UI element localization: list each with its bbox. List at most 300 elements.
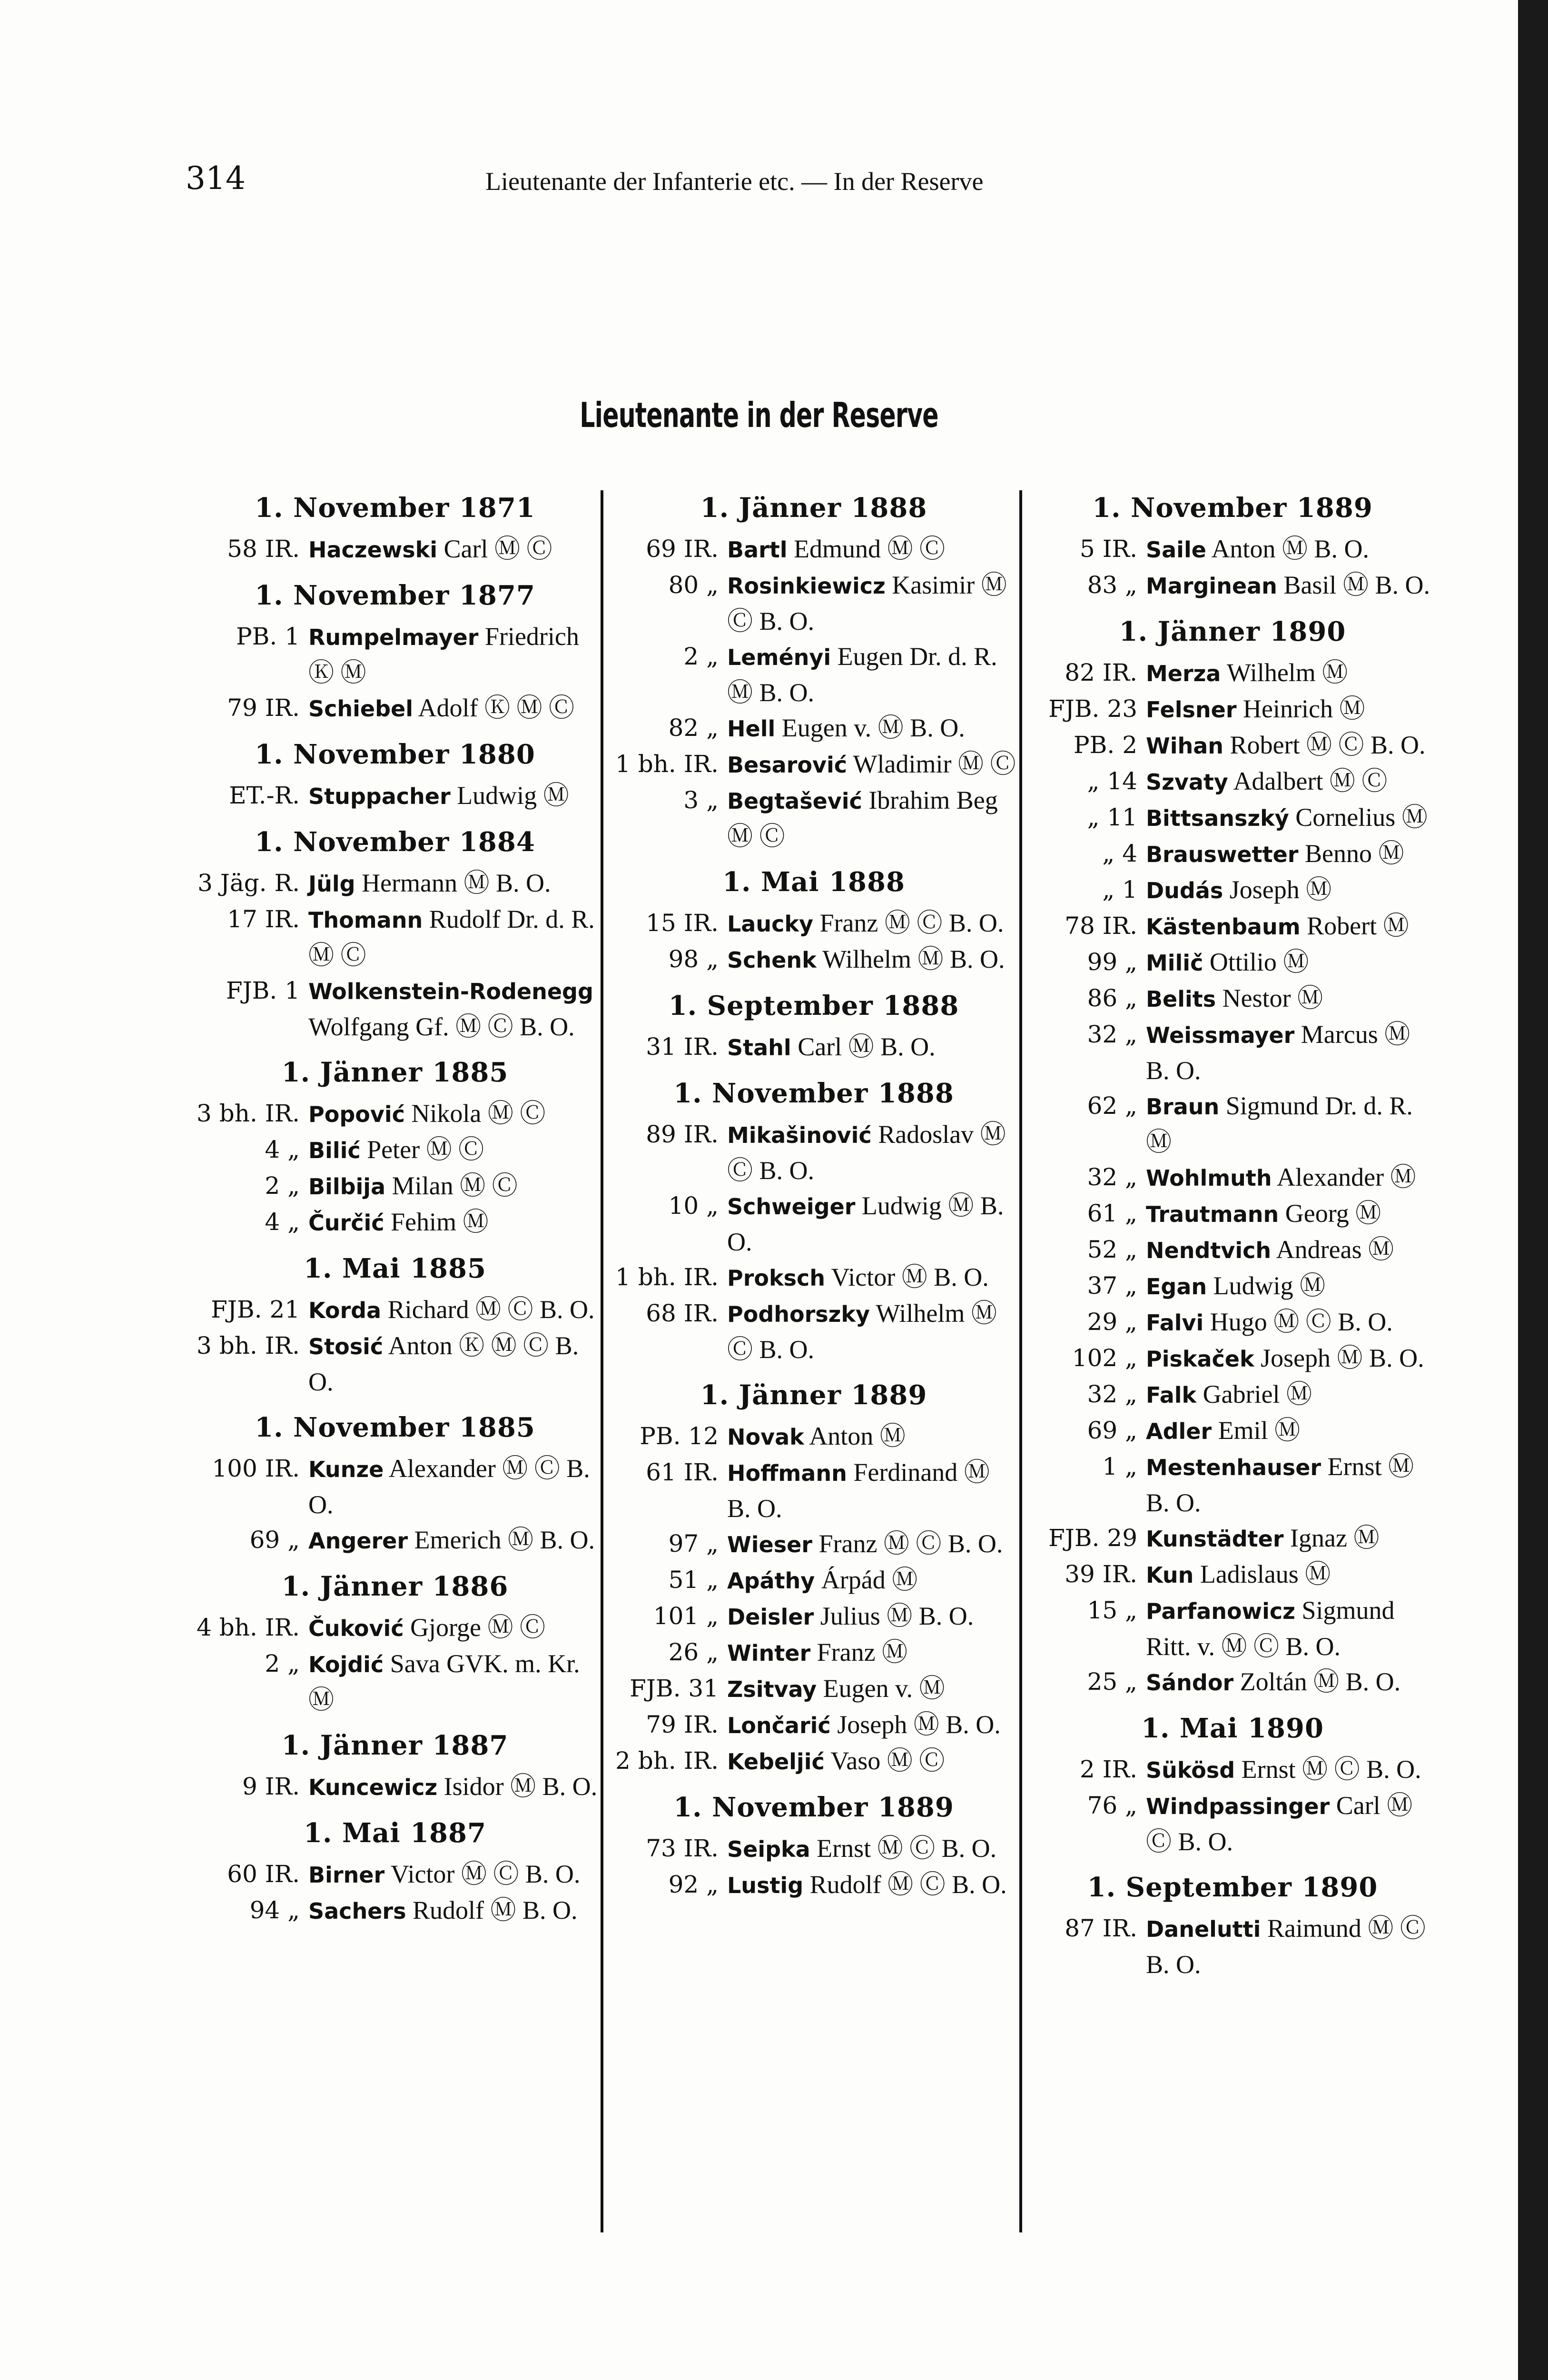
- officer-name: [727, 1743, 1018, 1779]
- unit-designation: FJB. 31: [630, 1675, 719, 1702]
- unit-designation: 2 IR.: [1080, 1755, 1137, 1783]
- column-rule-right: [1019, 490, 1022, 2232]
- running-title: Lieutenante der Infanterie etc. — In der Reserve: [485, 167, 984, 196]
- officer-given-name-and-decorations: Ibrahim Beg Ⓜ Ⓒ: [727, 786, 998, 851]
- officer-entry: [1028, 1340, 1437, 1377]
- officer-name: [727, 1259, 1018, 1296]
- officer-name: [1146, 1232, 1437, 1268]
- officer-given-name-and-decorations: Joseph Ⓜ B. O.: [837, 1710, 1001, 1739]
- officer-name: [1146, 727, 1437, 764]
- officer-given-name-and-decorations: Ferdinand Ⓜ B. O.: [727, 1458, 990, 1523]
- promotion-date-heading: 1. November 1885: [255, 1412, 535, 1443]
- unit-designation: 25 „: [1087, 1668, 1137, 1696]
- officer-surname: Nendtvich: [1146, 1238, 1272, 1263]
- officer-entry: [609, 746, 1018, 783]
- date-group: [609, 1378, 1018, 1779]
- officer-name: [1146, 944, 1437, 981]
- officer-name: [1146, 1911, 1437, 1982]
- unit-designation: 97 „: [668, 1530, 719, 1557]
- officer-name: [308, 1893, 600, 1929]
- officer-name: [308, 1856, 600, 1893]
- officer-name: [727, 1831, 1018, 1867]
- officer-entry: [190, 1096, 600, 1132]
- unit-designation: 52 „: [1087, 1236, 1137, 1263]
- officer-given-name-and-decorations: Wladimir Ⓜ Ⓒ: [853, 750, 1016, 778]
- officer-given-name-and-decorations: Anton Ⓜ B. O.: [1211, 535, 1369, 563]
- officer-name: [1146, 1088, 1437, 1160]
- unit-designation: 1 bh. IR.: [615, 750, 719, 778]
- officer-name: [308, 1451, 600, 1522]
- unit-designation: 5 IR.: [1080, 535, 1137, 563]
- officer-entry: [1028, 727, 1437, 764]
- officer-entry: [190, 1168, 600, 1204]
- unit-designation: 79 IR.: [227, 694, 300, 722]
- officer-surname: Thomann: [308, 907, 423, 933]
- date-group: [190, 1815, 600, 1929]
- officer-surname: Trautmann: [1146, 1201, 1279, 1227]
- officer-given-name-and-decorations: Ernst Ⓜ B. O.: [1146, 1452, 1414, 1517]
- officer-given-name-and-decorations: Robert Ⓜ Ⓒ B. O.: [1230, 731, 1426, 759]
- officer-given-name-and-decorations: Cornelius Ⓜ: [1295, 803, 1428, 832]
- officer-name: [1146, 1520, 1437, 1557]
- unit-designation: 3 bh. IR.: [197, 1100, 300, 1127]
- unit-designation: 3 bh. IR.: [197, 1332, 300, 1359]
- date-group: [190, 578, 600, 726]
- officer-entry: [1028, 1593, 1437, 1664]
- officer-entry: [190, 1610, 600, 1646]
- officer-name: [1146, 836, 1437, 872]
- officer-name: [308, 1204, 600, 1240]
- date-group: [190, 824, 600, 1044]
- officer-given-name-and-decorations: Heinrich Ⓜ: [1243, 694, 1365, 723]
- promotion-date-heading: 1. Mai 1890: [1141, 1713, 1324, 1744]
- officer-given-name-and-decorations: Sava GVK. m. Kr. Ⓜ: [308, 1649, 580, 1714]
- officer-entry: [1028, 764, 1437, 800]
- officer-entry: [190, 1451, 600, 1522]
- officer-entry: [190, 1292, 600, 1328]
- officer-surname: Seipka: [727, 1836, 810, 1862]
- officer-name: [1146, 908, 1437, 944]
- date-group: [1028, 1711, 1437, 1859]
- officer-entry: [190, 1856, 600, 1893]
- officer-given-name-and-decorations: Ludwig Ⓜ: [1213, 1271, 1326, 1300]
- officer-entry: [190, 902, 600, 973]
- officer-surname: Wolkenstein-Rodenegg: [308, 979, 593, 1004]
- unit-designation: 92 „: [668, 1871, 719, 1898]
- officer-given-name-and-decorations: Rudolf Dr. d. R. Ⓜ Ⓒ: [308, 905, 595, 970]
- officer-entry: [1028, 836, 1437, 872]
- unit-designation: PB. 1: [236, 623, 300, 650]
- officer-entry: [190, 1522, 600, 1558]
- officer-surname: Laucky: [727, 911, 813, 937]
- officer-name: [727, 1029, 1018, 1065]
- officer-name: [308, 690, 600, 726]
- unit-designation: PB. 12: [640, 1422, 719, 1450]
- officer-entry: [609, 1526, 1018, 1562]
- officer-name: [1146, 1752, 1437, 1788]
- officer-surname: Brauswetter: [1146, 842, 1299, 867]
- officer-given-name-and-decorations: Eugen v. Ⓜ: [823, 1674, 945, 1703]
- officer-entry: [609, 567, 1018, 639]
- unit-designation: 83 „: [1087, 571, 1137, 599]
- officer-given-name-and-decorations: Isidor Ⓜ B. O.: [444, 1772, 598, 1801]
- column-3: [1028, 490, 1437, 1982]
- date-group: [1028, 1870, 1437, 1982]
- page-number: 314: [186, 160, 246, 197]
- officer-given-name-and-decorations: Franz Ⓜ Ⓒ B. O.: [818, 1529, 1003, 1558]
- officer-name: [1146, 1788, 1437, 1859]
- officer-name: [727, 1117, 1018, 1188]
- officer-entry: [609, 1296, 1018, 1367]
- officer-entry: [609, 1117, 1018, 1188]
- unit-designation: 4 „: [265, 1136, 300, 1163]
- officer-surname: Apáthy: [727, 1568, 815, 1594]
- officer-name: [727, 567, 1018, 639]
- officer-name: [308, 902, 600, 973]
- unit-designation: „ 11: [1087, 803, 1137, 831]
- officer-given-name-and-decorations: Joseph Ⓜ: [1229, 875, 1332, 904]
- officer-surname: Bilbija: [308, 1174, 386, 1200]
- officer-given-name-and-decorations: Marcus Ⓜ B. O.: [1146, 1020, 1410, 1085]
- officer-name: [308, 1328, 600, 1399]
- officer-surname: Hell: [727, 716, 776, 742]
- officer-name: [727, 639, 1018, 710]
- section-title: Lieutenante in der Reserve: [580, 395, 938, 435]
- unit-designation: 69 IR.: [646, 535, 719, 563]
- officer-entry: [609, 905, 1018, 942]
- officer-surname: Novak: [727, 1424, 804, 1450]
- unit-designation: 2 „: [265, 1172, 300, 1200]
- promotion-date-heading: 1. Jänner 1886: [281, 1571, 509, 1602]
- unit-designation: 82 „: [668, 714, 719, 742]
- unit-designation: 51 „: [668, 1566, 719, 1594]
- officer-surname: Čuković: [308, 1616, 404, 1641]
- officer-entry: [1028, 1752, 1437, 1788]
- officer-entry: [609, 531, 1018, 567]
- unit-designation: 39 IR.: [1065, 1560, 1137, 1588]
- officer-given-name-and-decorations: Vaso Ⓜ Ⓒ: [830, 1746, 945, 1775]
- promotion-date-heading: 1. Jänner 1890: [1119, 616, 1346, 647]
- unit-designation: 9 IR.: [242, 1773, 300, 1800]
- promotion-date-heading: 1. November 1889: [1092, 492, 1373, 524]
- officer-surname: Leményi: [727, 645, 831, 670]
- unit-designation: 29 „: [1087, 1308, 1137, 1336]
- officer-entry: [609, 1562, 1018, 1598]
- date-group: [609, 864, 1018, 978]
- unit-designation: 1 „: [1102, 1453, 1137, 1480]
- officer-surname: Rumpelmayer: [308, 625, 479, 650]
- officer-name: [1146, 1593, 1437, 1664]
- date-group: [190, 1728, 600, 1805]
- officer-surname: Angerer: [308, 1528, 408, 1554]
- officer-name: [727, 746, 1018, 783]
- officer-given-name-and-decorations: Andreas Ⓜ: [1276, 1235, 1394, 1264]
- officer-name: [308, 778, 600, 814]
- officer-given-name-and-decorations: Hugo Ⓜ Ⓒ B. O.: [1210, 1308, 1393, 1336]
- officer-entry: [1028, 1304, 1437, 1340]
- unit-designation: 98 „: [668, 945, 719, 973]
- officer-name: [1146, 1449, 1437, 1520]
- officer-entry: [190, 1132, 600, 1168]
- unit-designation: 78 IR.: [1065, 912, 1137, 940]
- officer-given-name-and-decorations: Rudolf Ⓜ Ⓒ B. O.: [809, 1870, 1007, 1899]
- officer-surname: Bartl: [727, 537, 788, 563]
- officer-name: [727, 531, 1018, 567]
- unit-designation: 10 „: [668, 1192, 719, 1220]
- officer-entry: [1028, 1911, 1437, 1982]
- officer-surname: Podhorszky: [727, 1301, 870, 1327]
- officer-surname: Rosinkiewicz: [727, 573, 886, 599]
- officer-surname: Windpassinger: [1146, 1794, 1330, 1819]
- officer-given-name-and-decorations: Gjorge Ⓜ Ⓒ: [410, 1613, 545, 1642]
- date-group: [609, 1790, 1018, 1903]
- officer-name: [308, 1769, 600, 1805]
- unit-designation: 61 „: [1087, 1200, 1137, 1227]
- date-group: [1028, 490, 1437, 604]
- officer-given-name-and-decorations: Kasimir Ⓜ Ⓒ B. O.: [727, 571, 1007, 635]
- officer-surname: Merza: [1146, 661, 1221, 686]
- officer-surname: Kuncewicz: [308, 1775, 438, 1800]
- officer-given-name-and-decorations: Raimund Ⓜ Ⓒ B. O.: [1146, 1914, 1426, 1979]
- date-group: [609, 490, 1018, 854]
- officer-name: [1146, 1196, 1437, 1232]
- officer-name: [308, 1522, 600, 1558]
- promotion-date-heading: 1. Mai 1887: [304, 1817, 486, 1849]
- promotion-date-heading: 1. November 1880: [255, 739, 535, 770]
- officer-surname: Kunze: [308, 1457, 384, 1482]
- officer-name: [727, 1671, 1018, 1707]
- officer-given-name-and-decorations: Peter Ⓜ Ⓒ: [367, 1135, 484, 1164]
- officer-name: [1146, 1557, 1437, 1593]
- officer-surname: Danelutti: [1146, 1916, 1261, 1942]
- officer-given-name-and-decorations: Hermann Ⓜ B. O.: [362, 869, 551, 897]
- promotion-date-heading: 1. November 1884: [255, 826, 535, 858]
- officer-given-name-and-decorations: Ernst Ⓜ Ⓒ B. O.: [1241, 1755, 1421, 1784]
- officer-given-name-and-decorations: Robert Ⓜ: [1307, 912, 1409, 940]
- unit-designation: FJB. 29: [1048, 1524, 1137, 1552]
- unit-designation: 69 „: [249, 1526, 300, 1554]
- promotion-date-heading: 1. Mai 1888: [722, 866, 905, 898]
- unit-designation: 4 „: [265, 1208, 300, 1236]
- officer-given-name-and-decorations: Ludwig Ⓜ: [457, 781, 569, 810]
- officer-given-name-and-decorations: Sigmund Dr. d. R. Ⓜ: [1146, 1091, 1413, 1156]
- officer-surname: Wieser: [727, 1532, 812, 1557]
- officer-name: [1146, 1340, 1437, 1377]
- unit-designation: „ 4: [1102, 840, 1137, 867]
- officer-surname: Čurčić: [308, 1210, 385, 1236]
- column-1: [190, 490, 600, 1929]
- unit-designation: 32 „: [1087, 1021, 1137, 1048]
- officer-entry: [609, 1743, 1018, 1779]
- officer-entry: [190, 778, 600, 814]
- unit-designation: 87 IR.: [1065, 1914, 1137, 1942]
- officer-entry: [609, 1418, 1018, 1455]
- officer-given-name-and-decorations: Richard Ⓜ Ⓒ B. O.: [387, 1295, 595, 1324]
- officer-name: [727, 783, 1018, 854]
- unit-designation: 4 bh. IR.: [197, 1614, 300, 1641]
- officer-surname: Sachers: [308, 1898, 406, 1924]
- officer-given-name-and-decorations: Wilhelm Ⓜ Ⓒ B. O.: [727, 1299, 997, 1364]
- unit-designation: 32 „: [1087, 1163, 1137, 1191]
- officer-name: [308, 865, 600, 902]
- officer-entry: [1028, 531, 1437, 567]
- officer-entry: [1028, 1196, 1437, 1232]
- unit-designation: 31 IR.: [646, 1033, 719, 1061]
- unit-designation: 73 IR.: [646, 1835, 719, 1862]
- unit-designation: 32 „: [1087, 1380, 1137, 1408]
- unit-designation: 69 „: [1087, 1417, 1137, 1444]
- officer-name: [1146, 764, 1437, 800]
- officer-surname: Belits: [1146, 986, 1216, 1012]
- officer-given-name-and-decorations: Emil Ⓜ: [1218, 1416, 1301, 1445]
- promotion-date-heading: 1. Jänner 1889: [700, 1379, 927, 1411]
- officer-entry: [1028, 1413, 1437, 1449]
- officer-surname: Falvi: [1146, 1310, 1204, 1336]
- officer-surname: Egan: [1146, 1274, 1207, 1299]
- date-group: [190, 490, 600, 567]
- officer-name: [727, 1296, 1018, 1367]
- officer-name: [308, 1292, 600, 1328]
- officer-name: [1146, 531, 1437, 567]
- officer-given-name-and-decorations: Joseph Ⓜ B. O.: [1261, 1344, 1424, 1372]
- officer-name: [308, 1610, 600, 1646]
- officer-surname: Weissmayer: [1146, 1022, 1295, 1048]
- officer-surname: Marginean: [1146, 573, 1277, 599]
- officer-surname: Schweiger: [727, 1194, 856, 1220]
- unit-designation: 37 „: [1087, 1272, 1137, 1299]
- officer-entry: [1028, 872, 1437, 908]
- unit-designation: 76 „: [1087, 1792, 1137, 1819]
- officer-name: [1146, 800, 1437, 836]
- officer-surname: Adler: [1146, 1418, 1212, 1444]
- officer-name: [1146, 1304, 1437, 1340]
- date-group: [190, 737, 600, 814]
- officer-given-name-and-decorations: Ignaz Ⓜ: [1290, 1524, 1380, 1552]
- officer-surname: Kebeljić: [727, 1749, 825, 1775]
- officer-given-name-and-decorations: Wilhelm Ⓜ: [1227, 658, 1348, 687]
- officer-name: [308, 531, 600, 567]
- officer-given-name-and-decorations: Anton Ⓚ Ⓜ Ⓒ B. O.: [308, 1331, 579, 1396]
- officer-given-name-and-decorations: Ludwig Ⓜ B. O.: [727, 1191, 1004, 1256]
- officer-given-name-and-decorations: Rudolf Ⓜ B. O.: [412, 1896, 578, 1924]
- officer-name: [727, 1635, 1018, 1671]
- unit-designation: 102 „: [1072, 1344, 1137, 1372]
- promotion-date-heading: 1. Jänner 1887: [281, 1730, 509, 1761]
- officer-surname: Szvaty: [1146, 769, 1228, 795]
- officer-entry: [609, 1259, 1018, 1296]
- date-group: [190, 1251, 600, 1399]
- officer-given-name-and-decorations: Basil Ⓜ B. O.: [1283, 571, 1430, 599]
- unit-designation: 15 „: [1087, 1597, 1137, 1624]
- officer-name: [727, 1867, 1018, 1903]
- officer-entry: [1028, 1449, 1437, 1520]
- officer-given-name-and-decorations: Adolf Ⓚ Ⓜ Ⓒ: [418, 694, 575, 722]
- unit-designation: 3 „: [683, 786, 719, 814]
- officer-entry: [609, 1671, 1018, 1707]
- officer-name: [727, 1526, 1018, 1562]
- unit-designation: 3 Jäg. R.: [197, 869, 300, 897]
- unit-designation: 68 IR.: [646, 1299, 719, 1327]
- unit-designation: 94 „: [249, 1896, 300, 1924]
- officer-given-name-and-decorations: Sigmund Ritt. v. Ⓜ Ⓒ B. O.: [1146, 1596, 1395, 1661]
- officer-given-name-and-decorations: Nestor Ⓜ: [1222, 984, 1323, 1012]
- unit-designation: 79 IR.: [646, 1711, 719, 1738]
- officer-name: [1146, 567, 1437, 604]
- promotion-date-heading: 1. November 1871: [255, 492, 535, 524]
- officer-surname: Jülg: [308, 871, 355, 897]
- officer-given-name-and-decorations: Wilhelm Ⓜ B. O.: [822, 945, 1005, 973]
- date-group: [190, 1569, 600, 1717]
- officer-name: [308, 1168, 600, 1204]
- unit-designation: 58 IR.: [227, 535, 300, 563]
- officer-name: [1146, 691, 1437, 727]
- officer-given-name-and-decorations: Carl Ⓜ B. O.: [798, 1032, 936, 1061]
- officer-entry: [609, 710, 1018, 746]
- officer-surname: Bilić: [308, 1138, 361, 1163]
- officer-name: [727, 1188, 1018, 1259]
- officer-given-name-and-decorations: Alexander Ⓜ Ⓒ B. O.: [308, 1454, 590, 1519]
- officer-entry: [1028, 567, 1437, 604]
- officer-entry: [190, 531, 600, 567]
- promotion-date-heading: 1. November 1888: [673, 1078, 954, 1109]
- officer-surname: Stuppacher: [308, 783, 451, 809]
- officer-given-name-and-decorations: Eugen Dr. d. R. Ⓜ B. O.: [727, 642, 997, 707]
- officer-entry: [1028, 1557, 1437, 1593]
- officer-entry: [190, 1204, 600, 1240]
- officer-name: [727, 1562, 1018, 1598]
- officer-name: [727, 1455, 1018, 1526]
- date-group: [190, 1410, 600, 1558]
- officer-name: [1146, 1413, 1437, 1449]
- officer-entry: [609, 1635, 1018, 1671]
- unit-designation: FJB. 1: [226, 977, 300, 1004]
- officer-surname: Lustig: [727, 1873, 804, 1898]
- officer-name: [1146, 981, 1437, 1017]
- officer-entry: [609, 1598, 1018, 1635]
- officer-entry: [1028, 1017, 1437, 1088]
- officer-name: [727, 905, 1018, 942]
- officer-entry: [1028, 1160, 1437, 1196]
- officer-given-name-and-decorations: Ottilio Ⓜ: [1209, 948, 1309, 976]
- officer-given-name-and-decorations: Emerich Ⓜ B. O.: [414, 1526, 595, 1554]
- officer-given-name-and-decorations: Zoltán Ⓜ B. O.: [1240, 1667, 1401, 1696]
- unit-designation: FJB. 23: [1048, 695, 1137, 723]
- promotion-date-heading: 1. September 1890: [1087, 1872, 1378, 1903]
- officer-surname: Stahl: [727, 1035, 791, 1061]
- promotion-date-heading: 1. Jänner 1885: [281, 1057, 509, 1088]
- officer-surname: Deisler: [727, 1604, 814, 1630]
- unit-designation: 1 bh. IR.: [615, 1263, 719, 1291]
- officer-entry: [1028, 1664, 1437, 1700]
- officer-entry: [1028, 908, 1437, 944]
- officer-surname: Korda: [308, 1298, 382, 1323]
- officer-given-name-and-decorations: Eugen v. Ⓜ B. O.: [781, 714, 965, 742]
- unit-designation: 80 „: [668, 571, 719, 599]
- officer-given-name-and-decorations: Gabriel Ⓜ: [1203, 1380, 1312, 1408]
- unit-designation: 61 IR.: [646, 1458, 719, 1486]
- officer-name: [1146, 1664, 1437, 1700]
- officer-surname: Begtašević: [727, 788, 862, 814]
- officer-name: [727, 1598, 1018, 1635]
- officer-surname: Stosić: [308, 1334, 384, 1359]
- officer-surname: Mestenhauser: [1146, 1455, 1321, 1480]
- officer-entry: [609, 1029, 1018, 1065]
- officer-given-name-and-decorations: Edmund Ⓜ Ⓒ: [794, 535, 946, 563]
- officer-entry: [1028, 1232, 1437, 1268]
- date-group: [1028, 614, 1437, 1700]
- officer-given-name-and-decorations: Victor Ⓜ B. O.: [831, 1263, 989, 1291]
- officer-surname: Winter: [727, 1640, 811, 1666]
